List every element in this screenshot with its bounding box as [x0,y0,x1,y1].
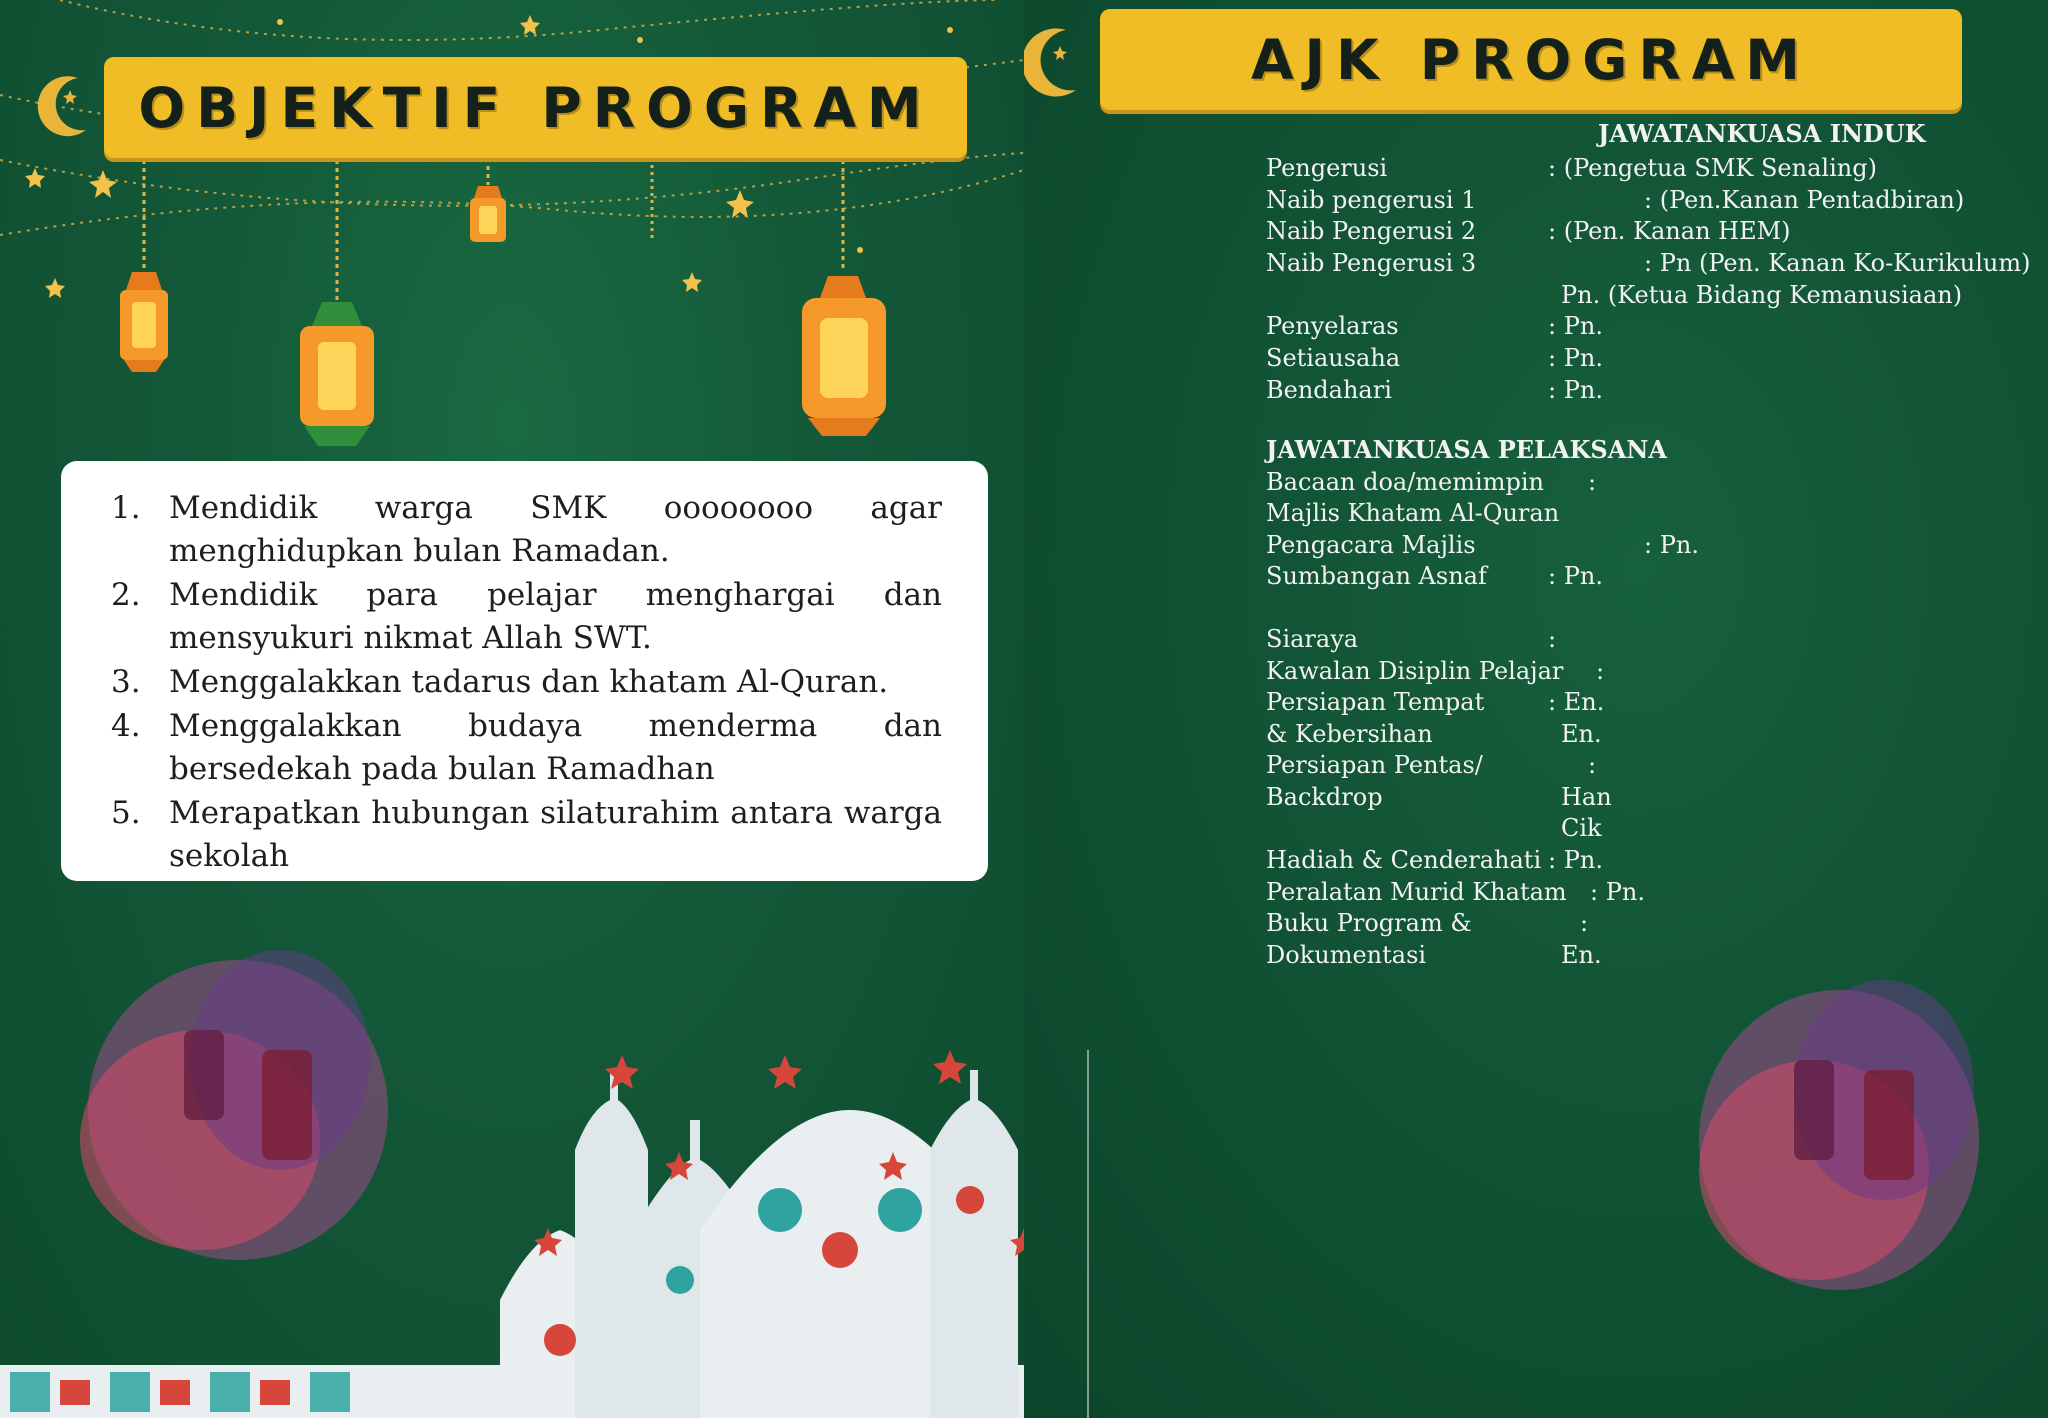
committee-member: : (Pen. Kanan HEM) [1548,217,1791,245]
committee-role: Penyelaras [1266,312,1399,340]
committee-member: : Pn. [1548,562,1603,590]
committee-role: Siaraya [1266,625,1359,653]
pelaksana-heading: JAWATANKUASA PELAKSANA [1266,435,1667,464]
objective-text: Menggalakkan tadarus dan khatam Al-Quran. [169,664,889,700]
committee-role: Naib Pengerusi 3 [1266,249,1477,277]
crescent-moon-icon [620,130,728,372]
ajk-title: AJK PROGRAM [1250,27,1811,92]
committee-role: Buku Program & [1266,909,1472,937]
committee-member: Cik [1561,814,1602,842]
objective-text: Mendidik para pelajar menghargai dan mensyukuri nikmat Allah SWT. [169,577,942,656]
committee-member: Pn. (Ketua Bidang Kemanusiaan) [1561,281,1963,309]
objektif-banner [104,57,967,158]
objective-item [111,661,942,704]
committee-role: Kawalan Disiplin Pelajar [1266,657,1564,685]
committee-member: : [1580,909,1589,937]
lantern-icon [470,150,506,242]
committee-member: En. [1561,941,1602,969]
committee-member: : Pn. [1548,312,1603,340]
committee-member: : Pn. [1644,531,1699,559]
committee-member: Han [1561,783,1612,811]
committee-member: : Pn. [1548,376,1603,404]
objektif-title: OBJEKTIF PROGRAM [138,75,933,140]
committee-role: Hadiah & Cenderahati [1266,846,1542,874]
induk-heading: JAWATANKUASA INDUK [1598,119,1926,148]
committee-role: Dokumentasi [1266,941,1427,969]
objective-item [111,487,942,573]
committee-role: Persiapan Tempat [1266,688,1485,716]
objective-number: 5. [111,795,141,831]
committee-role: Naib Pengerusi 2 [1266,217,1477,245]
objective-number: 2. [111,577,141,613]
committee-list [1266,118,2046,978]
committee-member: : [1548,625,1557,653]
objective-number: 3. [111,664,141,700]
objective-text: Mendidik warga SMK oooooooo agar menghidupkan bulan Ramadan. [169,490,942,569]
lantern-icon [300,160,374,446]
committee-member: : (Pen.Kanan Pentadbiran) [1644,186,1965,214]
lantern-icon [802,160,886,436]
right-panel [1024,0,2048,1418]
committee-role: Bacaan doa/memimpin [1266,468,1544,496]
committee-role: Peralatan Murid Khatam [1266,878,1567,906]
committee-role: Pengacara Majlis [1266,531,1476,559]
lantern-icon [120,160,168,372]
committee-member: : Pn. [1548,344,1603,372]
committee-role: Pengerusi [1266,154,1388,182]
committee-member: : En. [1548,688,1605,716]
committee-role: Bendahari [1266,376,1392,404]
committee-member: : [1588,751,1597,779]
objective-number: 1. [111,490,141,526]
watercolor-lantern-illustration [1699,980,1979,1290]
committee-member: : (Pengetua SMK Senaling) [1548,154,1877,182]
objective-text: Menggalakkan budaya menderma dan bersedekah pada bulan Ramadhan [169,708,942,787]
committee-member: : Pn. [1590,878,1645,906]
panel-divider [1087,1050,1089,1418]
committee-role: Setiausaha [1266,344,1401,372]
committee-member: : Pn. [1548,846,1603,874]
objective-text: Merapatkan hubungan silaturahim antara warga sekolah [169,795,942,874]
crescent-moon-icon [38,76,86,136]
committee-role: Naib pengerusi 1 [1266,186,1477,214]
objectives-card [61,461,988,881]
committee-role: Persiapan Pentas/ [1266,751,1483,779]
committee-member: En. [1561,720,1602,748]
committee-role: & Kebersihan [1266,720,1433,748]
objective-item [111,792,942,878]
committee-role: Sumbangan Asnaf [1266,562,1487,590]
committee-role: Backdrop [1266,783,1383,811]
ajk-banner [1100,9,1962,110]
committee-member: : Pn (Pen. Kanan Ko-Kurikulum) [1644,249,2031,277]
committee-role: Majlis Khatam Al-Quran [1266,499,1560,527]
objective-item [111,574,942,660]
objective-item [111,705,942,791]
committee-member: : [1596,657,1605,685]
watercolor-lantern-illustration [80,950,388,1260]
objective-number: 4. [111,708,141,744]
crescent-moon-icon [1024,28,1076,96]
committee-member: : [1588,468,1597,496]
